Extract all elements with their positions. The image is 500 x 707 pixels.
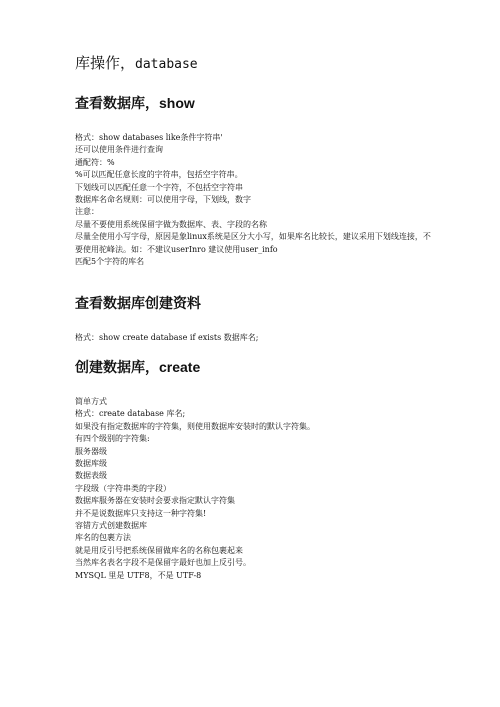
text-line: 下划线可以匹配任意一个字符，不包括空字符串	[75, 182, 243, 192]
section-show-create-body	[75, 332, 435, 344]
text-line: MYSQL 里是 UTF8，不是 UTF-8	[75, 570, 202, 580]
text-line: 尽量不要使用系统保留字做为数据库、表、字段的名称	[75, 219, 267, 229]
text-line: 通配符：%	[75, 157, 115, 167]
text-line: 库名的包裹方法	[75, 533, 131, 543]
text-line: 有四个级别的字符集:	[75, 434, 150, 444]
text-line: 匹配5个字符的库名	[75, 257, 145, 267]
text-line: 就是用反引号把系统保留做库名的名称包裹起来	[75, 545, 243, 555]
heading-show-create-database: 查看数据库创建资料	[75, 295, 201, 311]
text-line: 格式：show create database if exists 数据库名;	[75, 333, 259, 342]
text-line: %可以匹配任意长度的字符串，包括空字符串。	[75, 170, 243, 180]
text-line: 如果没有指定数据库的字符集，则使用数据库安装时的默认字符集。	[75, 421, 315, 431]
heading-show-databases: 查看数据库，show	[75, 95, 195, 111]
text-line: 当然库名表名字段不是保留字最好也加上反引号。	[75, 558, 251, 568]
heading-create-database: 创建数据库，create	[75, 359, 201, 375]
text-line: 注意：	[75, 207, 99, 217]
text-line: 尽量全使用小写字母，原因是象linux系统是区分大小写，如果库名比较长，建议采用下划线连接，不要使用驼峰法。如：不建议userInro 建议使用user_info	[75, 232, 431, 254]
text-line: 数据库名命名规则：可以使用字母，下划线，数字	[75, 195, 251, 205]
text-line: 数据库级	[75, 459, 107, 469]
text-line: 并不是说数据库只支持这一种字符集!	[75, 508, 207, 518]
text-line: 格式：create database 库名;	[75, 409, 186, 419]
heading-database-ops	[75, 53, 198, 75]
heading-en: database	[135, 57, 198, 72]
text-line: 还可以使用条件进行查询	[75, 145, 163, 155]
section-create-body	[75, 396, 435, 582]
text-line: 数据表级	[75, 471, 107, 481]
text-line: 服务器级	[75, 446, 107, 456]
text-line: 容错方式创建数据库	[75, 521, 147, 531]
text-line: 字段级（字符串类的字段）	[75, 483, 171, 493]
text-line: 数据库服务器在安装时会要求指定默认字符集	[75, 496, 235, 506]
text-line: 简单方式	[75, 397, 107, 406]
text-line: 格式：show databases like条件字符串'	[75, 133, 223, 142]
section-show-body	[75, 132, 435, 268]
heading-cn: 库操作，	[75, 54, 136, 72]
